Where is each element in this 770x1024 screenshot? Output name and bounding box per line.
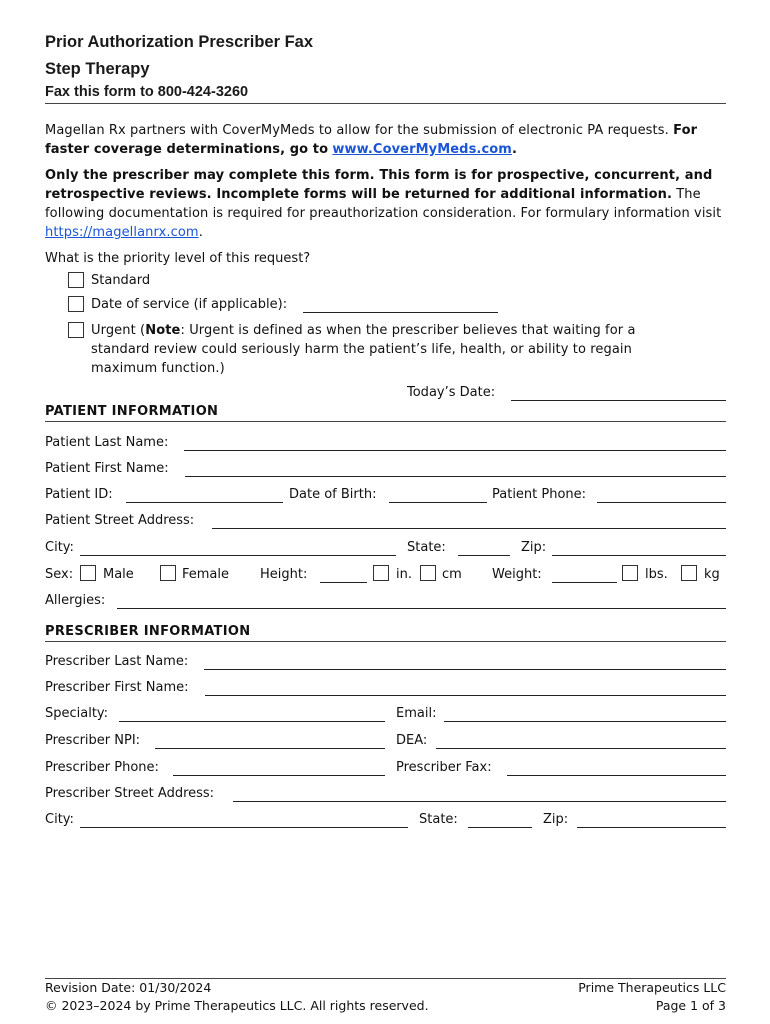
patient-id-label: Patient ID:: [45, 487, 113, 502]
date-of-service-field[interactable]: [303, 312, 498, 313]
form-subtitle: Step Therapy: [45, 60, 150, 78]
urgent-label: Urgent (Note: Urgent is defined as when the prescriber believes that waiting for a standard review could seriously harm the patient’s life, health, or ability to regain maximum function.): [91, 323, 636, 376]
npi-dea-row: [45, 733, 726, 753]
allergies-row: [45, 593, 726, 613]
prescriber-state-field[interactable]: [468, 827, 532, 828]
centimeters-label: cm: [442, 567, 462, 582]
prescriber-state-label: State:: [419, 812, 458, 827]
patient-last-name-row: [45, 435, 726, 455]
allergies-label: Allergies:: [45, 593, 106, 608]
dea-label: DEA:: [396, 733, 428, 748]
specialty-email-row: [45, 706, 726, 726]
prescriber-section-heading: PRESCRIBER INFORMATION: [45, 624, 251, 639]
prescriber-phone-field[interactable]: [173, 775, 385, 776]
patient-street-field[interactable]: [212, 528, 726, 529]
instructions-text: The following documentation is required for preauthorization consideration. For formulary information visit: [45, 187, 722, 221]
footer-right: [578, 979, 726, 1015]
standard-label: Standard: [91, 273, 151, 288]
priority-date-of-service-row: [45, 297, 726, 317]
male-checkbox[interactable]: [80, 565, 96, 581]
instructions-bold-text: Only the prescriber may complete this form. This form is for prospective, concurrent, and retrospective reviews. Incomplete forms will be returned for additional information.: [45, 168, 713, 202]
magellanrx-link[interactable]: https://magellanrx.com: [45, 225, 199, 240]
instructions-paragraph: Only the prescriber may complete this form. This form is for prospective, concurrent, and retrospective reviews. Incomplete forms will be returned for additional information. The following documentation is required for preauthorization consideration. For formulary information visit https://magellanrx.com.: [45, 168, 722, 240]
prescriber-last-name-field[interactable]: [204, 669, 726, 670]
prescriber-last-name-label: Prescriber Last Name:: [45, 654, 189, 669]
prescriber-city-field[interactable]: [80, 827, 408, 828]
footer-left: [45, 979, 429, 1015]
intro-paragraph: Magellan Rx partners with CoverMyMeds to allow for the submission of electronic PA requests. For faster coverage determinations, go to www.CoverMyMeds.com.: [45, 123, 698, 157]
patient-city-label: City:: [45, 540, 74, 555]
patient-section-divider: [45, 421, 726, 422]
centimeters-checkbox[interactable]: [420, 565, 436, 581]
inches-label: in.: [396, 567, 412, 582]
todays-date-field[interactable]: [511, 400, 726, 401]
prescriber-city-row: [45, 812, 726, 832]
prescriber-first-name-field[interactable]: [205, 695, 726, 696]
specialty-label: Specialty:: [45, 706, 109, 721]
email-field[interactable]: [444, 721, 726, 722]
date-of-birth-label: Date of Birth:: [289, 487, 377, 502]
company-name: Prime Therapeutics LLC: [578, 980, 726, 995]
female-label: Female: [182, 567, 230, 582]
patient-phone-label: Patient Phone:: [492, 487, 587, 502]
email-label: Email:: [396, 706, 437, 721]
intro-text: Magellan Rx partners with CoverMyMeds to allow for the submission of electronic PA requests.: [45, 123, 669, 138]
patient-city-row: [45, 540, 726, 560]
patient-city-field[interactable]: [80, 555, 396, 556]
covermymeds-link[interactable]: www.CoverMyMeds.com: [332, 142, 512, 157]
patient-id-field[interactable]: [126, 502, 283, 503]
copyright: © 2023–2024 by Prime Therapeutics LLC. All rights reserved.: [45, 998, 429, 1013]
prescriber-street-field[interactable]: [233, 801, 726, 802]
npi-label: Prescriber NPI:: [45, 733, 141, 748]
patient-last-name-label: Patient Last Name:: [45, 435, 169, 450]
weight-field[interactable]: [552, 582, 617, 583]
prescriber-zip-field[interactable]: [577, 827, 726, 828]
prescriber-last-name-row: [45, 654, 726, 674]
patient-first-name-row: [45, 461, 726, 481]
prescriber-first-name-row: [45, 680, 726, 700]
prescriber-fax-field[interactable]: [507, 775, 726, 776]
phone-fax-row: [45, 760, 726, 780]
patient-zip-field[interactable]: [552, 555, 726, 556]
allergies-field[interactable]: [117, 608, 726, 609]
priority-question: What is the priority level of this request?: [45, 251, 311, 266]
form-title: Prior Authorization Prescriber Fax: [45, 33, 314, 51]
prescriber-street-row: [45, 786, 726, 806]
patient-state-label: State:: [407, 540, 446, 555]
patient-zip-label: Zip:: [521, 540, 547, 555]
patient-section-heading: PATIENT INFORMATION: [45, 404, 219, 419]
patient-sex-height-weight-row: [45, 567, 726, 587]
patient-phone-field[interactable]: [597, 502, 726, 503]
page-number: Page 1 of 3: [655, 998, 726, 1013]
height-label: Height:: [260, 567, 308, 582]
kilograms-label: kg: [704, 567, 720, 582]
prescriber-first-name-label: Prescriber First Name:: [45, 680, 189, 695]
patient-id-row: [45, 487, 726, 507]
kilograms-checkbox[interactable]: [681, 565, 697, 581]
pounds-label: lbs.: [645, 567, 668, 582]
prescriber-section-divider: [45, 641, 726, 642]
prescriber-zip-label: Zip:: [543, 812, 569, 827]
patient-street-label: Patient Street Address:: [45, 513, 195, 528]
weight-label: Weight:: [492, 567, 542, 582]
todays-date-row: [45, 385, 726, 405]
form-page: [45, 0, 726, 1024]
prescriber-fax-label: Prescriber Fax:: [396, 760, 492, 775]
patient-first-name-label: Patient First Name:: [45, 461, 169, 476]
female-checkbox[interactable]: [160, 565, 176, 581]
patient-last-name-field[interactable]: [184, 450, 726, 451]
dea-field[interactable]: [436, 748, 726, 749]
fax-number: Fax this form to 800-424-3260: [45, 84, 249, 100]
male-label: Male: [103, 567, 134, 582]
patient-first-name-field[interactable]: [185, 476, 726, 477]
date-of-service-checkbox[interactable]: [68, 296, 84, 312]
prescriber-city-label: City:: [45, 812, 74, 827]
priority-question-row: [45, 251, 726, 271]
patient-street-row: [45, 513, 726, 533]
prescriber-street-label: Prescriber Street Address:: [45, 786, 215, 801]
standard-checkbox[interactable]: [68, 272, 84, 288]
specialty-field[interactable]: [119, 721, 385, 722]
inches-checkbox[interactable]: [373, 565, 389, 581]
npi-field[interactable]: [155, 748, 385, 749]
patient-state-field[interactable]: [458, 555, 510, 556]
revision-date: Revision Date: 01/30/2024: [45, 980, 212, 995]
date-of-service-label: Date of service (if applicable):: [91, 297, 288, 312]
pounds-checkbox[interactable]: [622, 565, 638, 581]
priority-urgent-row: [45, 321, 726, 378]
intro-bold-text: For faster coverage determinations, go to: [45, 123, 698, 157]
header-divider: [45, 103, 726, 104]
date-of-birth-field[interactable]: [389, 502, 487, 503]
prescriber-phone-label: Prescriber Phone:: [45, 760, 159, 775]
sex-label: Sex:: [45, 567, 74, 582]
urgent-checkbox[interactable]: [68, 322, 84, 338]
priority-standard-row: [45, 273, 726, 293]
todays-date-label: Today’s Date:: [407, 385, 496, 400]
height-field[interactable]: [320, 582, 367, 583]
